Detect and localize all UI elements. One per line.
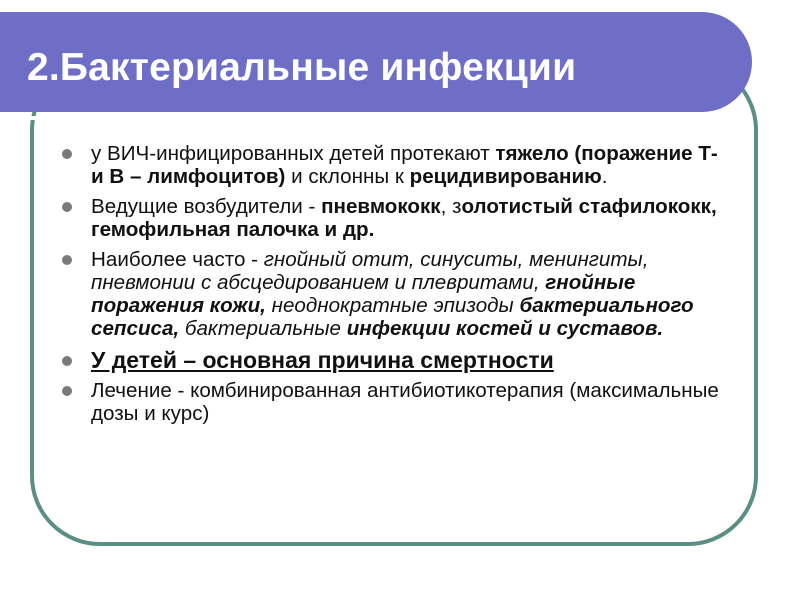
bullet-text-segment: у ВИЧ-инфицированных детей протекают (91, 142, 496, 165)
bullet-text-segment: У детей – основная причина смертности (91, 347, 554, 373)
bullet-text-segment: инфекции костей и суставов. (346, 317, 664, 340)
bullet-text-segment: неоднократные эпизоды (265, 294, 520, 317)
title-bar (0, 12, 752, 112)
slide-title: 2.Бактериальные инфекции (27, 46, 577, 89)
bullet-item (62, 379, 732, 425)
bullet-item (62, 347, 732, 374)
bullet-text-segment: и склонны к (285, 165, 410, 188)
bullet-text-segment: Лечение - комбинированная антибиотикотерапия (максимальные дозы и курс) (91, 379, 719, 425)
bullet-text-segment: , з (440, 195, 462, 218)
bullet-dot-icon (62, 202, 72, 212)
bullet-text-segment: . (601, 165, 608, 188)
bullet-text-segment: пневмококк (321, 195, 441, 218)
bullet-text-segment: рецидивированию (409, 165, 602, 188)
bullet-text-segment: гнойный отит, синуситы, менингиты, пневмонии с абсцедированием и плевритами, (91, 248, 649, 294)
bullet-text-segment: Ведущие возбудители - (91, 195, 322, 218)
title-underline (0, 116, 707, 120)
bullet-item (62, 142, 732, 188)
bullet-dot-icon (62, 255, 72, 265)
bullet-list (62, 142, 732, 432)
bullet-item (62, 248, 732, 340)
bullet-dot-icon (62, 386, 72, 396)
bullet-text-segment: Наиболее часто - (91, 248, 264, 271)
bullet-item (62, 195, 732, 241)
bullet-text-segment: тяжело (поражение Т- и В – лимфоцитов) (91, 142, 718, 188)
bullet-text-segment: олотистый стафилококк, гемофильная палочка и др. (91, 195, 717, 241)
bullet-dot-icon (62, 149, 72, 159)
bullet-dot-icon (62, 356, 72, 366)
bullet-text-segment: бактериальные (179, 317, 347, 340)
bullet-text-segment: бактериального сепсиса, (91, 294, 694, 340)
bullet-text-segment: гнойные поражения кожи, (91, 271, 636, 317)
